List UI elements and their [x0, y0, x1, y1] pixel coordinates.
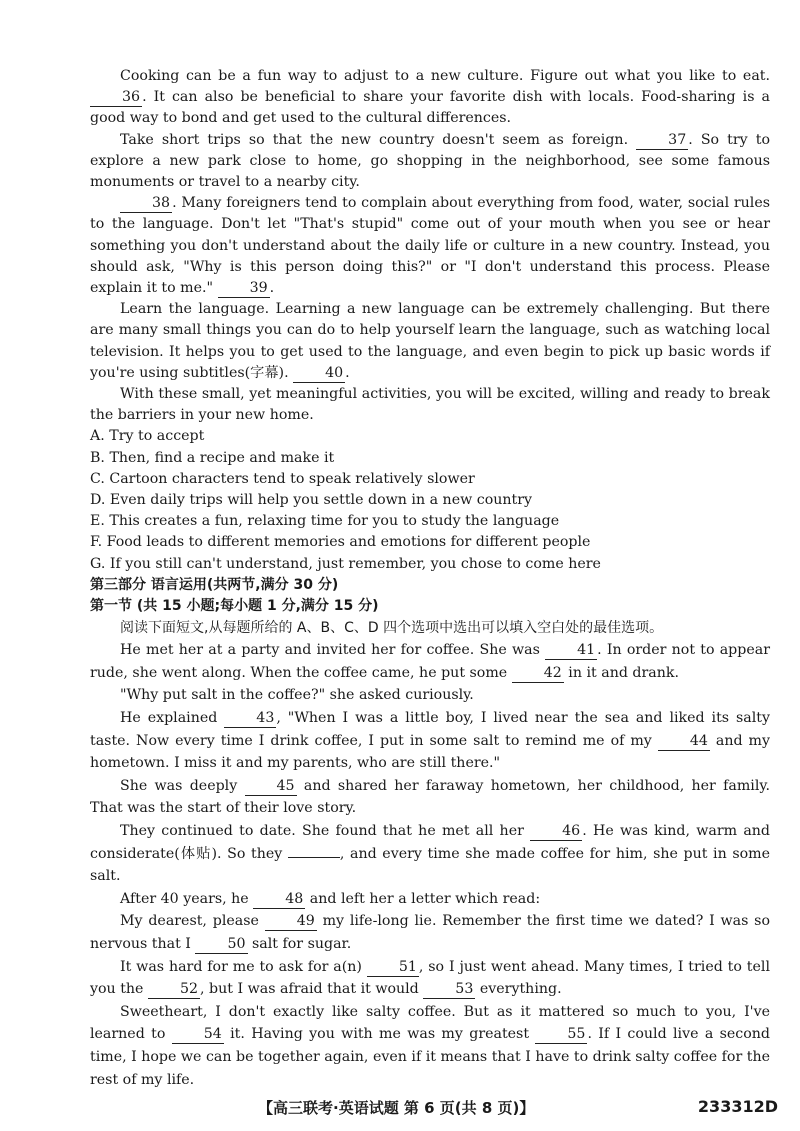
blank-44: 44	[658, 733, 710, 751]
option-item: G. If you still can't understand, just remember, you chose to come here	[90, 555, 601, 572]
passage-paragraph: It was hard for me to ask for a(n) 51 , so I just went ahead. Many times, I tried to tell you the 52 , but I was afraid that it would 53 everything.	[90, 958, 770, 998]
blank-36: 36	[90, 89, 142, 107]
passage-paragraph: He met her at a party and invited her for coffee. She was 41 . In order not to appear rude, she went along. When the coffee came, he put some 42 in it and drank.	[90, 642, 770, 681]
option-item: A. Try to accept	[90, 428, 205, 445]
passage-paragraph: "Why put salt in the coffee?" she asked curiously.	[120, 687, 474, 704]
blank-51: 51	[367, 959, 419, 977]
passage-paragraph: My dearest, please 49 my life-long lie. Remember the first time we dated? I was so nervous that I 50 salt for sugar.	[90, 913, 771, 952]
blank-55: 55	[535, 1026, 587, 1044]
passage-paragraph: Learn the language. Learning a new language can be extremely challenging. But there are many small things you can do to help yourself learn the language, such as watching local television. It helps you to get used to the language, and even begin to pick up basic words if you're using subtitles(字幕). 40 .	[90, 301, 770, 381]
blank-38: 38	[120, 195, 172, 213]
blank-54: 54	[172, 1026, 224, 1044]
paper-code: 233312D	[697, 1097, 778, 1116]
blank-52: 52	[148, 981, 200, 999]
instruction-text: 阅读下面短文,从每题所给的 A、B、C、D 四个选项中选出可以填入空白处的最佳选项。	[120, 620, 664, 637]
blank-39: 39	[218, 280, 270, 298]
option-list	[90, 426, 770, 574]
passage-paragraph: Sweetheart, I don't exactly like salty coffee. But as it mattered so much to you, I've learned to 54 it. Having you with me was my greatest 55 . If I could live a second time, I hope we can be together again, even if it means that I have to drink salty coffee for the rest of my life.	[90, 1003, 771, 1088]
blank-41: 41	[545, 642, 597, 660]
option-item: C. Cartoon characters tend to speak relatively slower	[90, 470, 475, 487]
passage-paragraph: After 40 years, he 48 and left her a letter which read:	[120, 890, 541, 907]
exam-page	[90, 66, 770, 1091]
blank-46: 46	[530, 823, 582, 841]
blank-43: 43	[224, 710, 276, 728]
blank-47	[288, 857, 340, 858]
blank-42: 42	[512, 665, 564, 683]
option-item: B. Then, find a recipe and make it	[90, 449, 335, 466]
passage-paragraph: With these small, yet meaningful activities, you will be excited, willing and ready to break the barriers in your new home.	[90, 386, 770, 424]
passage-paragraph: Cooking can be a fun way to adjust to a new culture. Figure out what you like to eat. 36 . It can also be beneficial to share your favorite dish with locals. Food-sharing is a good way to bond and get used to the cultural differences.	[90, 68, 770, 127]
cloze-passage	[90, 639, 770, 1091]
page-footer	[0, 1097, 800, 1119]
section-subheading: 第一节 (共 15 小题;每小题 1 分,满分 15 分)	[90, 598, 379, 615]
passage-paragraph: Take short trips so that the new country doesn't seem as foreign. 37 . So try to explore a new park close to home, go shopping in the neighborhood, see some famous monuments or travel to a nearby city.	[90, 131, 770, 191]
option-item: F. Food leads to different memories and emotions for different people	[90, 534, 591, 551]
blank-50: 50	[195, 936, 247, 954]
option-item: E. This creates a fun, relaxing time for you to study the language	[90, 513, 560, 530]
blank-48: 48	[253, 891, 305, 909]
option-item: D. Even daily trips will help you settle down in a new country	[90, 492, 533, 509]
blank-40: 40	[293, 365, 345, 383]
blank-37: 37	[636, 132, 688, 150]
section-heading: 第三部分 语言运用(共两节,满分 30 分)	[90, 576, 339, 593]
blank-45: 45	[245, 778, 297, 796]
passage-paragraph: They continued to date. She found that he met all her 46 . He was kind, warm and considerate(体贴). So they , and every time she made coffee for him, she put in some salt.	[90, 823, 771, 885]
blank-53: 53	[423, 981, 475, 999]
passage-paragraph: She was deeply 45 and shared her faraway hometown, her childhood, her family. That was the start of their love story.	[90, 777, 771, 817]
passage-paragraph: 38 . Many foreigners tend to complain about everything from food, water, social rules to the language. Don't let "That's stupid" come out of your mouth when you see or hear something you don't understand about the daily life or culture in a new country. Instead, you should ask, "Why is this person doing this?" or "I don't understand this process. Please explain it to me." 39 .	[90, 195, 770, 297]
footer-title: 【高三联考·英语试题 第 6 页(共 8 页)】	[258, 1099, 535, 1117]
passage-paragraph: He explained 43 , "When I was a little boy, I lived near the sea and liked its salty taste. Now every time I drink coffee, I put in some salt to remind me of my 44 and my hometown. I miss it and my parents, who are still there."	[90, 710, 771, 772]
blank-49: 49	[265, 913, 317, 931]
